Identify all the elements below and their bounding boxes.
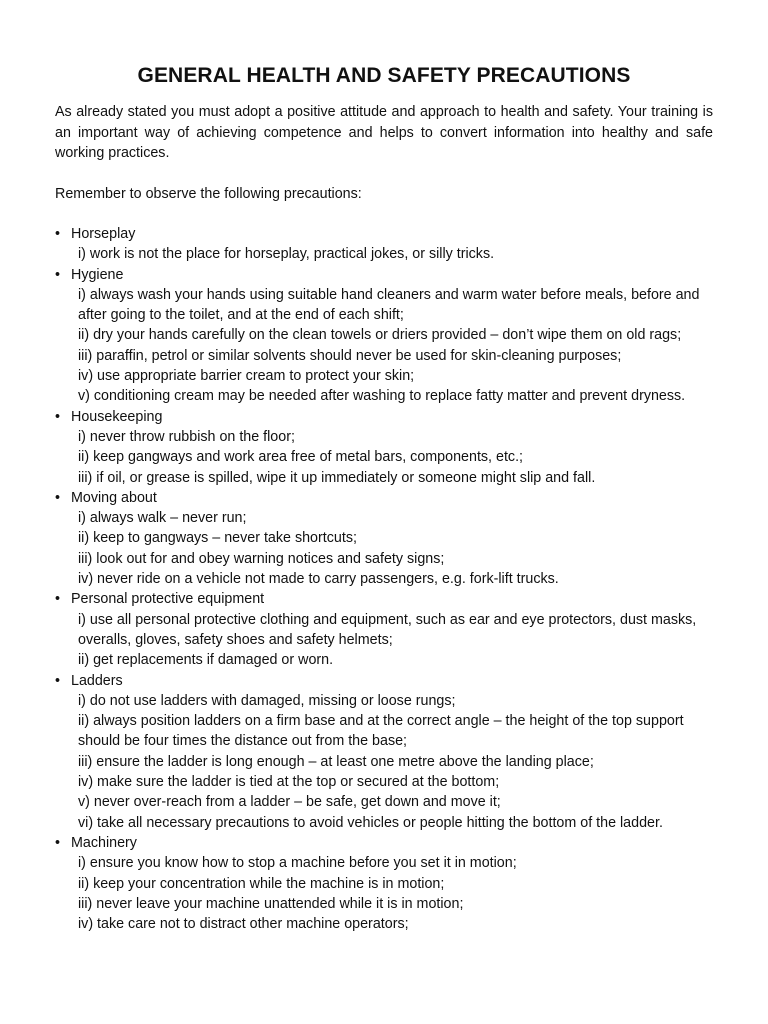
bullet-icon: • — [55, 591, 61, 608]
list-item: iii) if oil, or grease is spilled, wipe it up immediately or someone might slip and fall. — [78, 469, 596, 486]
list-item: i) ensure you know how to stop a machine before you set it in motion; — [78, 855, 517, 872]
precaution-section — [55, 224, 713, 265]
section-heading — [55, 589, 713, 609]
section-items — [55, 508, 713, 589]
list-item: ii) keep to gangways – never take shortcuts; — [78, 530, 357, 547]
precaution-section — [55, 488, 713, 589]
section-heading-label: Hygiene — [71, 266, 124, 283]
list-item: ii) keep your concentration while the machine is in motion; — [78, 875, 445, 892]
bullet-icon: • — [55, 489, 61, 506]
list-item: i) use all personal protective clothing and equipment, such as ear and eye protectors, dust masks, overalls, gloves, safety shoes and safety helmets; — [78, 611, 697, 648]
bullet-icon: • — [55, 834, 61, 851]
section-heading-label: Machinery — [71, 834, 137, 851]
bullet-icon: • — [55, 672, 61, 689]
precaution-section — [55, 589, 713, 670]
list-item: i) do not use ladders with damaged, missing or loose rungs; — [78, 692, 456, 709]
precaution-section — [55, 407, 713, 488]
remember-line: Remember to observe the following precautions: — [55, 185, 362, 202]
section-items — [55, 853, 713, 934]
intro-paragraph: As already stated you must adopt a positive attitude and approach to health and safety. Your training is an important way of achieving competence and helps to convert information into healthy and safe working practices. — [55, 104, 713, 161]
bullet-icon: • — [55, 266, 61, 283]
list-item: i) work is not the place for horseplay, practical jokes, or silly tricks. — [78, 246, 495, 263]
list-item: iii) never leave your machine unattended while it is in motion; — [78, 895, 464, 912]
list-item: v) never over-reach from a ladder – be safe, get down and move it; — [78, 794, 501, 811]
section-items — [55, 244, 713, 264]
section-heading — [55, 833, 713, 853]
list-item: i) always walk – never run; — [78, 510, 247, 527]
precaution-section — [55, 833, 713, 934]
list-item: iv) take care not to distract other machine operators; — [78, 916, 409, 933]
section-heading-label: Housekeeping — [71, 408, 163, 425]
bullet-icon: • — [55, 408, 61, 425]
list-item: iv) never ride on a vehicle not made to carry passengers, e.g. fork-lift trucks. — [78, 571, 559, 588]
precautions-list — [55, 224, 713, 934]
list-item: iv) make sure the ladder is tied at the top or secured at the bottom; — [78, 774, 500, 791]
list-item: iii) look out for and obey warning notices and safety signs; — [78, 550, 445, 567]
section-heading-label: Horseplay — [71, 226, 136, 242]
list-item: v) conditioning cream may be needed after washing to replace fatty matter and prevent dryness. — [78, 388, 686, 405]
list-item: i) never throw rubbish on the floor; — [78, 428, 295, 445]
list-item: ii) always position ladders on a firm base and at the correct angle – the height of the top support should be four times the distance out from the base; — [78, 713, 684, 750]
section-heading — [55, 224, 713, 244]
section-items — [55, 610, 713, 671]
list-item: ii) dry your hands carefully on the clean towels or driers provided – don’t wipe them on old rags; — [78, 327, 682, 344]
section-heading-label: Ladders — [71, 672, 123, 689]
section-heading — [55, 671, 713, 691]
section-items — [55, 285, 713, 407]
section-heading — [55, 488, 713, 508]
bullet-icon: • — [55, 226, 61, 242]
section-heading — [55, 265, 713, 285]
precaution-section — [55, 265, 713, 407]
list-item: ii) keep gangways and work area free of metal bars, components, etc.; — [78, 449, 524, 466]
precaution-section — [55, 671, 713, 833]
section-heading-label: Personal protective equipment — [71, 591, 265, 608]
list-item: iv) use appropriate barrier cream to protect your skin; — [78, 368, 415, 385]
section-heading-label: Moving about — [71, 489, 157, 506]
section-items — [55, 691, 713, 833]
list-item: i) always wash your hands using suitable hand cleaners and warm water before meals, before and after going to the toilet, and at the end of each shift; — [78, 286, 700, 324]
list-item: ii) get replacements if damaged or worn. — [78, 652, 334, 669]
section-items — [55, 427, 713, 488]
list-item: iii) paraffin, petrol or similar solvents should never be used for skin-cleaning purposes; — [78, 347, 622, 364]
list-item: iii) ensure the ladder is long enough – at least one metre above the landing place; — [78, 753, 594, 770]
section-heading — [55, 407, 713, 427]
list-item: vi) take all necessary precautions to avoid vehicles or people hitting the bottom of the ladder. — [78, 814, 663, 831]
page-title: GENERAL HEALTH AND SAFETY PRECAUTIONS — [137, 64, 631, 87]
